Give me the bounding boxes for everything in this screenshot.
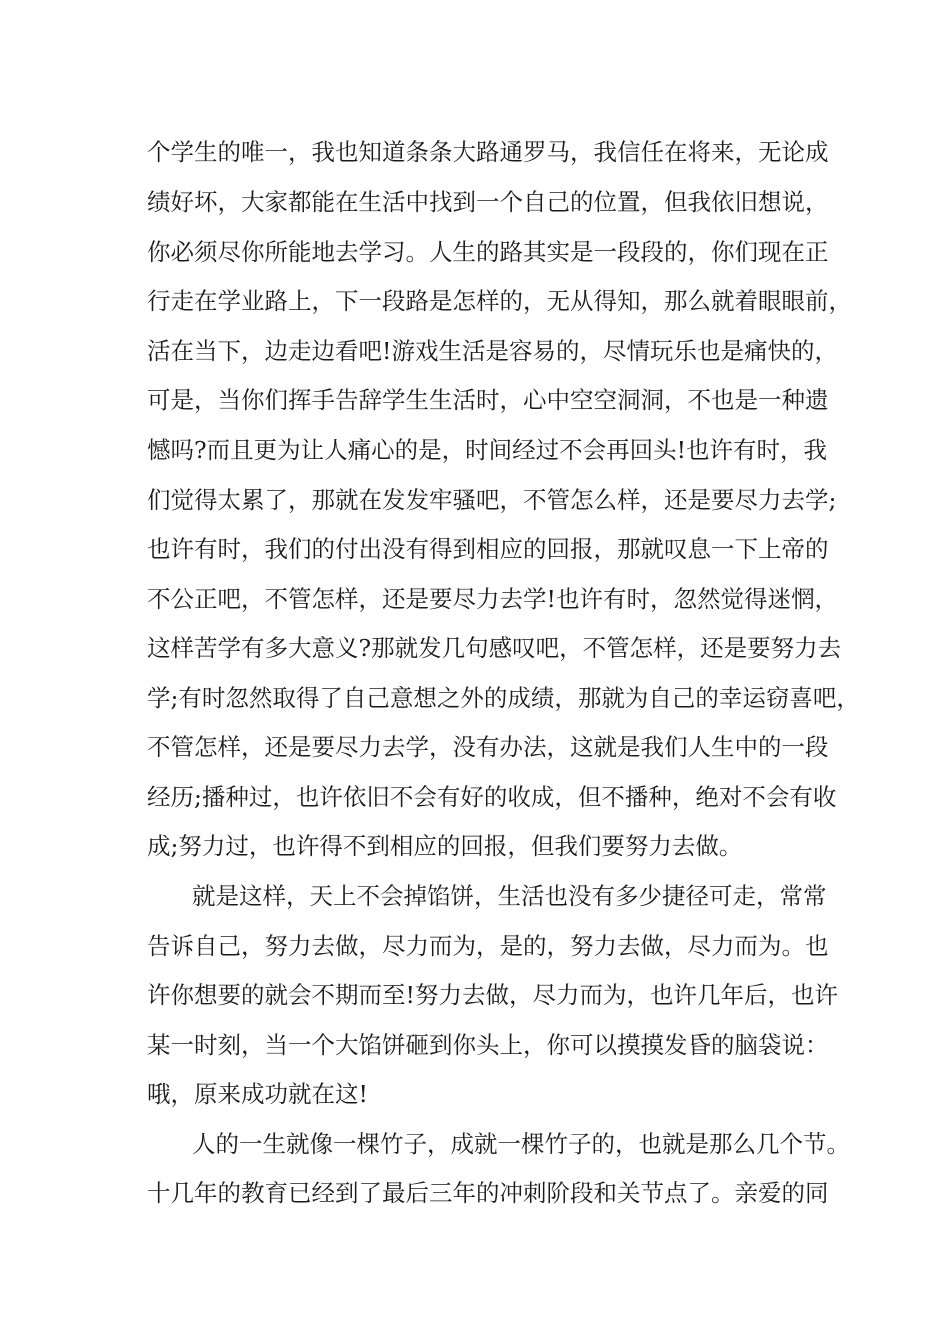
- text-line: 憾吗?而且更为让人痛心的是，时间经过不会再回头!也许有时，我: [147, 436, 828, 464]
- text-line: 也许有时，我们的付出没有得到相应的回报，那就叹息一下上帝的: [147, 535, 829, 563]
- text-line: 哦，原来成功就在这!: [147, 1080, 368, 1108]
- text-line: 许你想要的就会不期而至!努力去做，尽力而为，也许几年后，也许: [147, 981, 838, 1009]
- paragraph-first-line: 就是这样，天上不会掉馅饼，生活也没有多少捷径可走，常常: [192, 882, 827, 910]
- text-line: 学;有时忽然取得了自己意想之外的成绩，那就为自己的幸运窃喜吧，: [147, 684, 860, 712]
- text-line: 告诉自己，努力去做，尽力而为，是的，努力去做，尽力而为。也: [147, 932, 829, 960]
- text-line: 你必须尽你所能地去学习。人生的路其实是一段段的，你们现在正: [147, 238, 829, 266]
- text-line: 某一时刻，当一个大馅饼砸到你头上，你可以摸摸发昏的脑袋说：: [147, 1031, 829, 1059]
- text-line: 行走在学业路上，下一段路是怎样的，无从得知，那么就着眼眼前，: [147, 287, 852, 315]
- text-line: 不管怎样，还是要尽力去学，没有办法，这就是我们人生中的一段: [147, 733, 829, 761]
- text-line: 可是，当你们挥手告辞学生生活时，心中空空洞洞，不也是一种遗: [147, 386, 829, 414]
- text-line: 个学生的唯一，我也知道条条大路通罗马，我信任在将来，无论成: [147, 138, 829, 166]
- text-line: 成;努力过，也许得不到相应的回报，但我们要努力去做。: [147, 832, 743, 860]
- text-line: 们觉得太累了，那就在发发牢骚吧，不管怎么样，还是要尽力去学;: [147, 486, 837, 514]
- text-line: 十几年的教育已经到了最后三年的冲刺阶段和关节点了。亲爱的同: [147, 1179, 829, 1207]
- text-line: 活在当下，边走边看吧!游戏生活是容易的，尽情玩乐也是痛快的，: [147, 337, 838, 365]
- text-line: 经历;播种过，也许依旧不会有好的收成，但不播种，绝对不会有收: [147, 783, 837, 811]
- text-line: 不公正吧，不管怎样，还是要尽力去学!也许有时，忽然觉得迷惘，: [147, 585, 838, 613]
- paragraph-first-line: 人的一生就像一棵竹子，成就一棵竹子的，也就是那么几个节。: [192, 1130, 850, 1158]
- text-line: 绩好坏，大家都能在生活中找到一个自己的位置，但我依旧想说，: [147, 188, 829, 216]
- text-line: 这样苦学有多大意义?那就发几句感叹吧，不管怎样，还是要努力去: [147, 634, 842, 662]
